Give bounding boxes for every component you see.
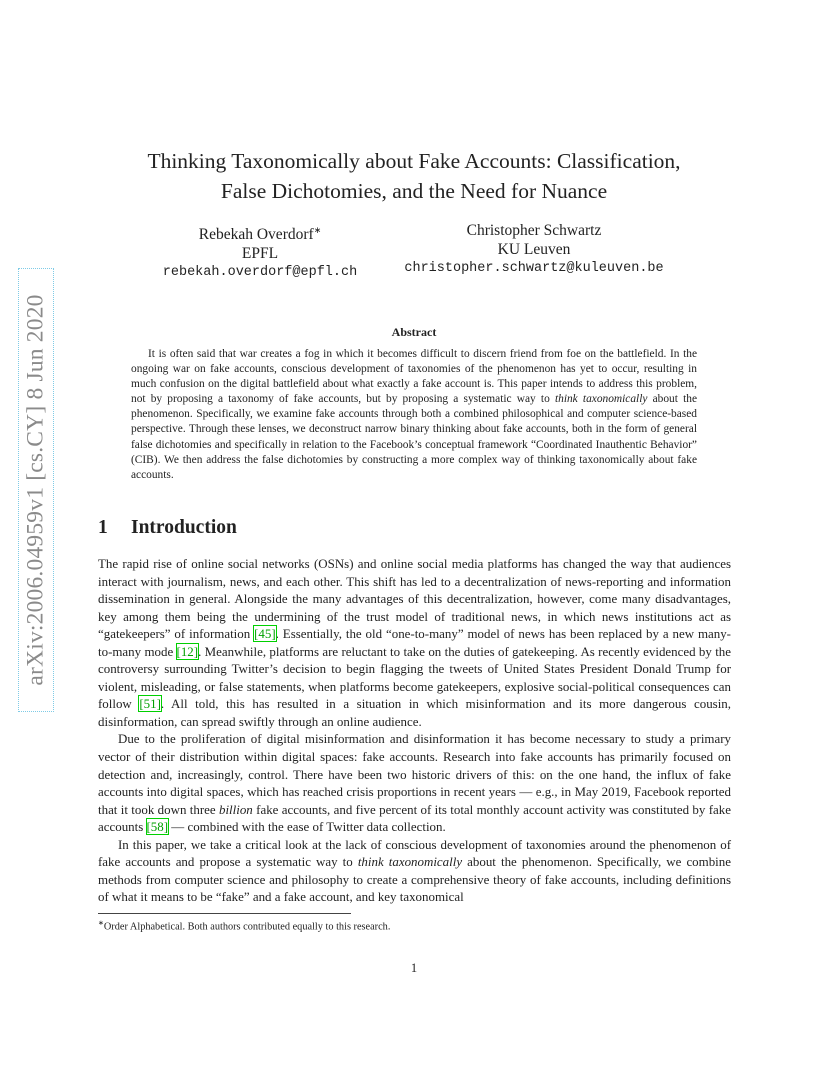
author-block-2	[400, 221, 668, 278]
abstract-body: It is often said that war creates a fog in which it becomes difficult to discern friend from foe on the battlefield. In the ongoing war on fake accounts, conscious development of taxonomies of the phenomenon has yet to occur, resulting in much confusion on the digital battlefield about what exactly a fake account is. This paper intends to address this problem, not by proposing a taxonomy of fake accounts, but by proposing a systematic way to think taxonomically about the phenomenon. Specifically, we examine fake accounts through both a combined philosophical and computer science-based perspective. Through these lenses, we deconstruct narrow binary thinking about fake accounts, both in the form of general false dichotomies and specifically in relation to the Facebook’s conceptual framework “Coordinated Inauthentic Behavior” (CIB). We then address the false dichotomies by constructing a more complex way of thinking taxonomically about fake accounts.	[131, 348, 698, 481]
author-footnote-mark[interactable]: ∗	[313, 225, 322, 235]
author-name-1: Rebekah Overdorf∗	[198, 225, 322, 244]
arxiv-stamp-text: arXiv:2006.04959v1 [cs.CY] 8 Jun 2020	[22, 294, 49, 686]
footnote	[98, 919, 390, 932]
section-heading	[98, 517, 237, 539]
citation-link[interactable]: [12]	[176, 643, 199, 659]
citation-link[interactable]: [58]	[146, 819, 169, 835]
introduction-body	[98, 555, 731, 906]
author-affiliation-2: KU Leuven	[497, 241, 571, 258]
abstract-heading: Abstract	[391, 325, 437, 339]
title-line-2: False Dichotomies, and the Need for Nuance	[220, 179, 608, 203]
paragraph-2: Due to the proliferation of digital misinformation and disinformation it has become necessary to study a primary vector of their distribution within digital spaces: fake accounts. Research into fake accounts has primarily focused on detection and, increasingly, control. There have been two historic drivers of this: on the one hand, the influx of fake accounts into digital spaces, which has reached crisis proportions in recent years — e.g., in May 2019, Facebook reported that it took down three billion fake accounts, and five percent of its total monthly account activity was constituted by fake accounts [58] — combined with the ease of Twitter data collection.	[98, 731, 731, 835]
section-number: 1	[98, 517, 108, 538]
paragraph-emphasis: billion	[218, 801, 253, 817]
author-affiliation-1: EPFL	[241, 245, 279, 263]
citation-link[interactable]: [51]	[139, 696, 161, 712]
paragraph-3: In this paper, we take a critical look at the lack of conscious development of taxonomies around the phenomenon of fake accounts and propose a systematic way to think taxonomically about the phenomenon. Specifically, we combine methods from computer science and philosophy to create a comprehensive theory of fake accounts, including definitions of what it means to be “fake” and a fake account, and key taxonomical	[98, 836, 731, 905]
footnote-mark: ∗	[98, 919, 104, 927]
paragraph-1: The rapid rise of online social networks (OSNs) and online social media platforms has changed the way that audiences interact with journalism, news, and each other. This shift has led to a decentralization of news-reporting and information dissemination in general. Alongside the many advantages of this decentralization, however, come many disadvantages, key among them being the undermining of the trust model of traditional news, in which news institutions act as “gatekeepers” of information [45]. Essentially, the old “one-to-many” model of news has been replaced by a new many-to-many mode [12]. Meanwhile, platforms are reluctant to take on the duties of gatekeeping. As recently evidenced by the controversy surrounding Twitter’s decision to begin flagging the tweets of United States President Donald Trump for violent, misleading, or false statements, when platforms become gatekeepers, explosive social-political consequences can follow [51]. All told, this has resulted in a situation in which misinformation and its more dangerous cousin, disinformation, can spread swiftly through an online audience.	[98, 556, 732, 729]
paragraph-emphasis: think taxonomically	[357, 854, 463, 870]
title-line-1: Thinking Taxonomically about Fake Accounts: Classification,	[147, 149, 681, 173]
abstract-emphasis: think taxonomically	[554, 393, 648, 406]
page-number: 1	[410, 961, 418, 975]
citation-link[interactable]: [45]	[254, 626, 276, 642]
footnote-divider	[98, 913, 351, 914]
paper-title	[80, 146, 748, 206]
author-name-2: Christopher Schwartz	[466, 222, 602, 239]
author-block-1	[160, 221, 360, 282]
author-email-1[interactable]: rebekah.overdorf@epfl.ch	[162, 265, 358, 281]
section-title: Introduction	[131, 517, 237, 538]
author-email-2[interactable]: christopher.schwartz@kuleuven.be	[404, 261, 664, 276]
footnote-text: Order Alphabetical. Both authors contributed equally to this research.	[103, 921, 391, 933]
